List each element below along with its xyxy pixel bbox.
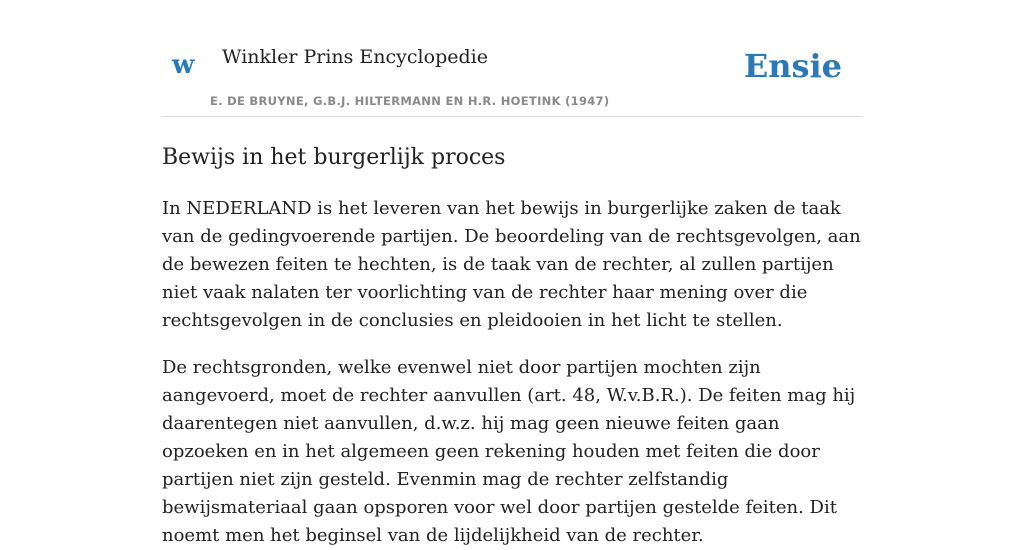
page-container [162,0,862,550]
ensie-logo[interactable]: Ensie [743,47,842,85]
source-title[interactable]: Winkler Prins Encyclopedie [222,46,488,68]
article-title: Bewijs in het burgerlijk proces [162,145,506,170]
article-paragraph-2: De rechtsgronden, welke evenwel niet door partijen mochten zijn aangevoerd, moet de rechter aanvullen (art. 48, W.v.B.R.). De feiten mag hij daarentegen niet aanvullen, d.w.z. hij mag geen nieuwe feiten gaan opzoeken en in het algemeen geen rekening houden met feiten die door partijen niet zijn gesteld. Evenmin mag de rechter zelfstandig bewijsmateriaal gaan opsporen voor wel door partijen gestelde feiten. Dit noemt men het beginsel van de lijdelijkheid van de rechter. [162,357,856,546]
source-header [162,0,862,117]
winkler-prins-logo-icon[interactable]: w [172,50,195,80]
article-paragraph-1: In NEDERLAND is het leveren van het bewijs in burgerlijke zaken de taak van de gedingvoerende partijen. De beoordeling van de rechtsgevolgen, aan de bewezen feiten te hechten, is de taak van de rechter, al zullen partijen niet vaak nalaten ter voorlichting van de rechter haar mening over die rechtsgevolgen in de conclusies en pleidooien in het licht te stellen. [162,198,861,331]
source-authors: E. DE BRUYNE, G.B.J. HILTERMANN EN H.R. HOETINK (1947) [210,94,610,108]
